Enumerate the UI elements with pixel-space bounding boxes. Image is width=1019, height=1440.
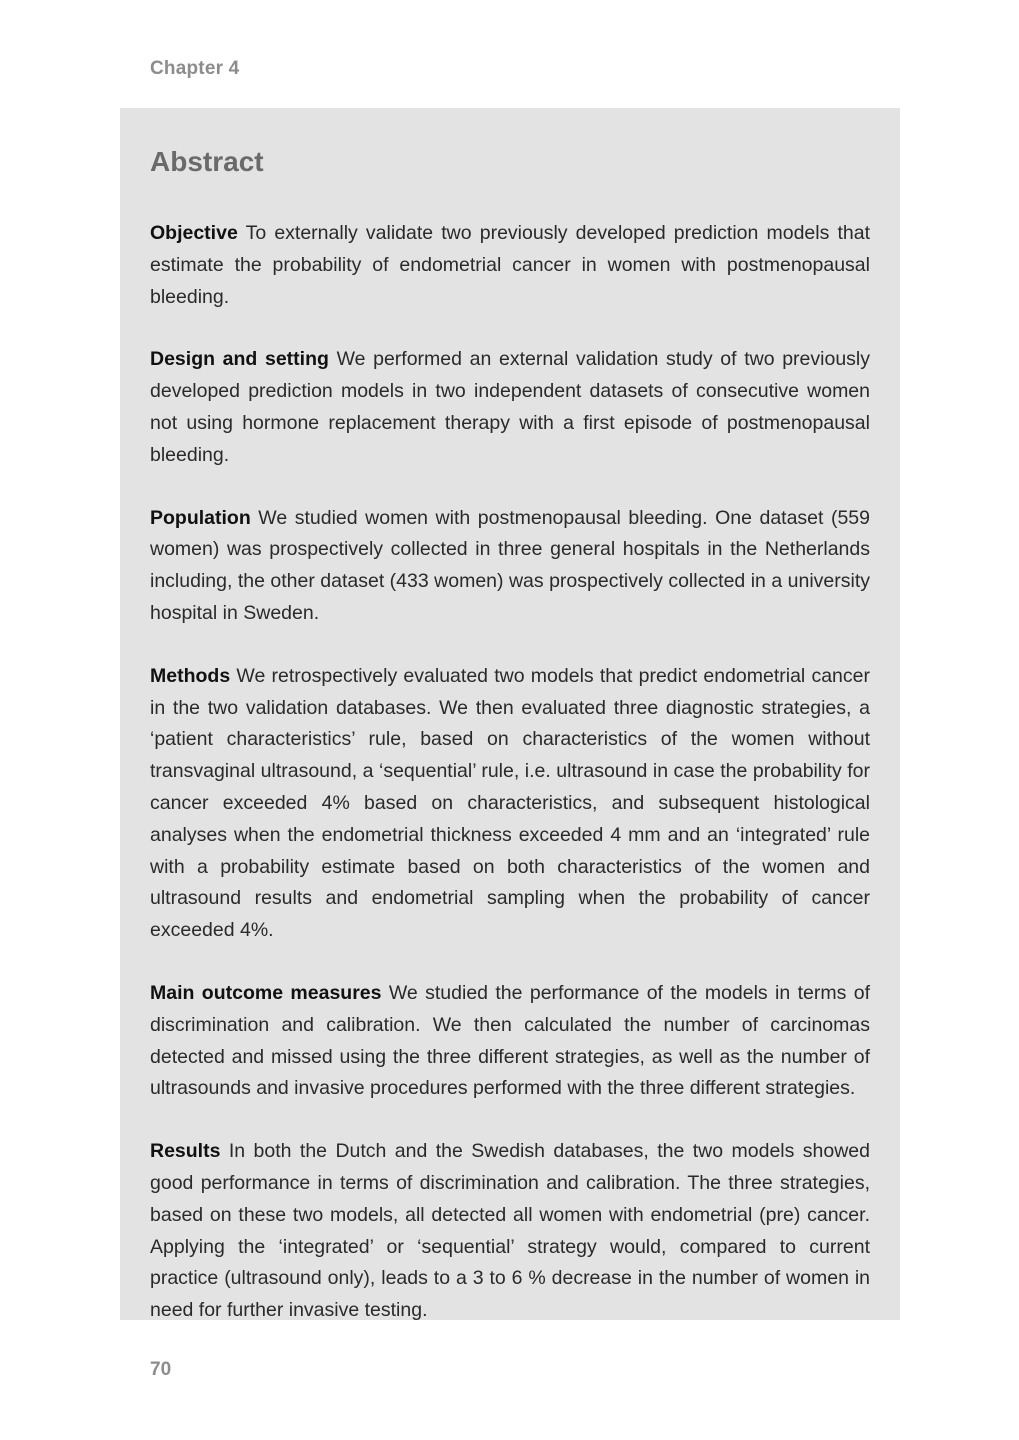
section-text: We performed an external validation study of two previously developed prediction models in two independent datasets of consecutive women not using hormone replacement therapy with a first episode of postmenopausal bleeding. [150,348,870,466]
section-label: Objective [150,222,238,244]
section-text: We studied the performance of the models in terms of discrimination and calibration. We then calculated the number of carcinomas detected and missed using the three different strategies, as well as the number of ultrasounds and invasive procedures performed with the three different strategies. [150,981,870,1100]
page-number: 70 [150,1359,172,1380]
section-objective [150,218,870,313]
section-results [150,1136,870,1327]
section-design-and-setting [150,344,870,471]
abstract-title: Abstract [150,146,264,177]
section-label: Design and setting [150,348,329,371]
section-text: We studied women with postmenopausal bleeding. One dataset (559 women) was prospectively collected in three general hospitals in the Netherlands including, the other dataset (433 women) was prospectively collected in a university hospital in Sweden. [150,506,871,624]
section-text: In both the Dutch and the Swedish databases, the two models showed good performance in terms of discrimination and calibration. The three strategies, based on these two models, all detected all women with endometrial (pre) cancer. Applying the ‘integrated’ or ‘sequential’ strategy would, compared to current practice (ultrasound only), leads to a 3 to 6 % decrease in the number of women in need for further invasive testing. [150,1140,870,1322]
section-methods [150,661,870,947]
running-head-chapter: Chapter 4 [150,58,240,79]
section-text: To externally validate two previously developed prediction models that estimate the probability of endometrial cancer in women with postmenopausal bleeding. [150,222,871,308]
section-label: Methods [150,664,231,687]
section-population [150,503,870,630]
section-text: We retrospectively evaluated two models that predict endometrial cancer in the two validation databases. We then evaluated three diagnostic strategies, a ‘patient characteristics’ rule, based on characteristics of the women without transvaginal ultrasound, a ‘sequential’ rule, i.e. ultrasound in case the probability for cancer exceeded 4% based on characteristics, and subsequent histological analyses when the endometrial thickness exceeded 4 mm and an ‘integrated’ rule with a probability estimate based on both characteristics of the women and ultrasound results and endometrial sampling when the probability of cancer exceeded 4%. [150,664,870,942]
section-label: Main outcome measures [150,981,382,1004]
section-label: Population [150,506,251,529]
section-main-outcome-measures [150,978,870,1105]
abstract-box [120,108,900,1320]
section-label: Results [150,1140,221,1163]
